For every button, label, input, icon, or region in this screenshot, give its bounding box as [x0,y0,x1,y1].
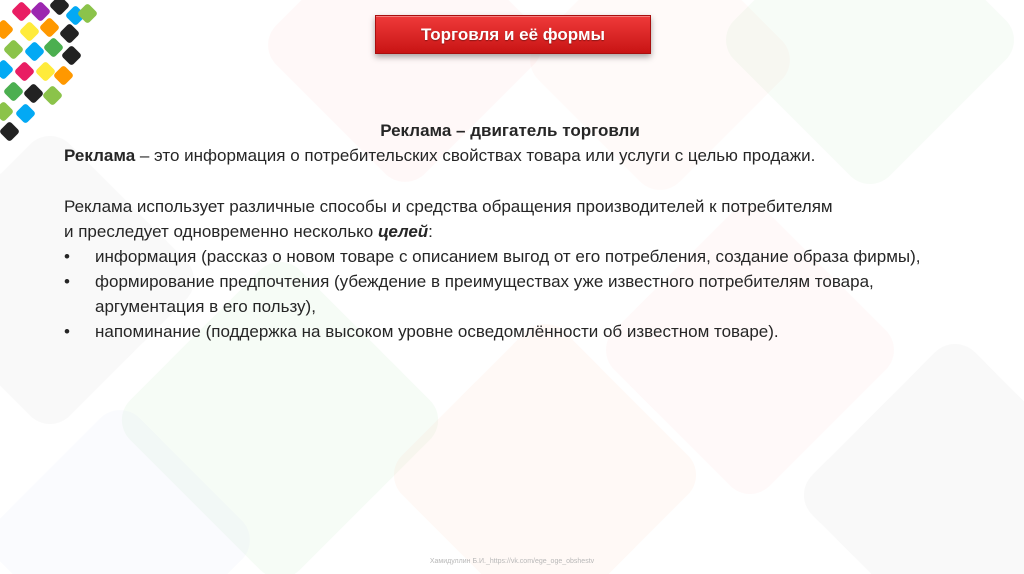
list-item [64,269,964,319]
list-item [64,244,964,269]
footer-credit: Хамидуллин Б.И._https://vk.com/ege_oge_obshestv [429,558,595,565]
bullet-icon: • [64,247,70,266]
definition-paragraph [64,143,964,168]
list-item-text: информация (рассказ о новом товаре с описанием выгод от его потребления, создание образа фирмы), [95,247,921,266]
goals-list [64,244,964,344]
slide-content [64,118,964,344]
list-item-text: напоминание (поддержка на высоком уровне осведомлённости об известном товаре). [95,322,779,341]
list-item [64,319,964,344]
intro-line-2: и преследует одновременно несколько [64,222,378,241]
goals-emphasis: целей [377,222,429,241]
intro-line-1: Реклама использует различные способы и средства обращения производителей к потребителям [64,197,833,216]
bullet-icon: • [64,322,70,341]
section-heading: Реклама – двигатель торговли [380,121,640,140]
intro-paragraph [64,194,964,244]
bullet-icon: • [64,272,70,291]
definition-text: – это информация о потребительских свойствах товара или услуги с целью продажи. [135,146,816,165]
definition-term: Реклама [64,146,136,165]
slide-title: Торговля и её формы [375,15,651,54]
list-item-text: формирование предпочтения (убеждение в преимуществах уже известного потребителям товара, аргументация в его пользу), [95,272,874,316]
intro-colon: : [428,222,433,241]
